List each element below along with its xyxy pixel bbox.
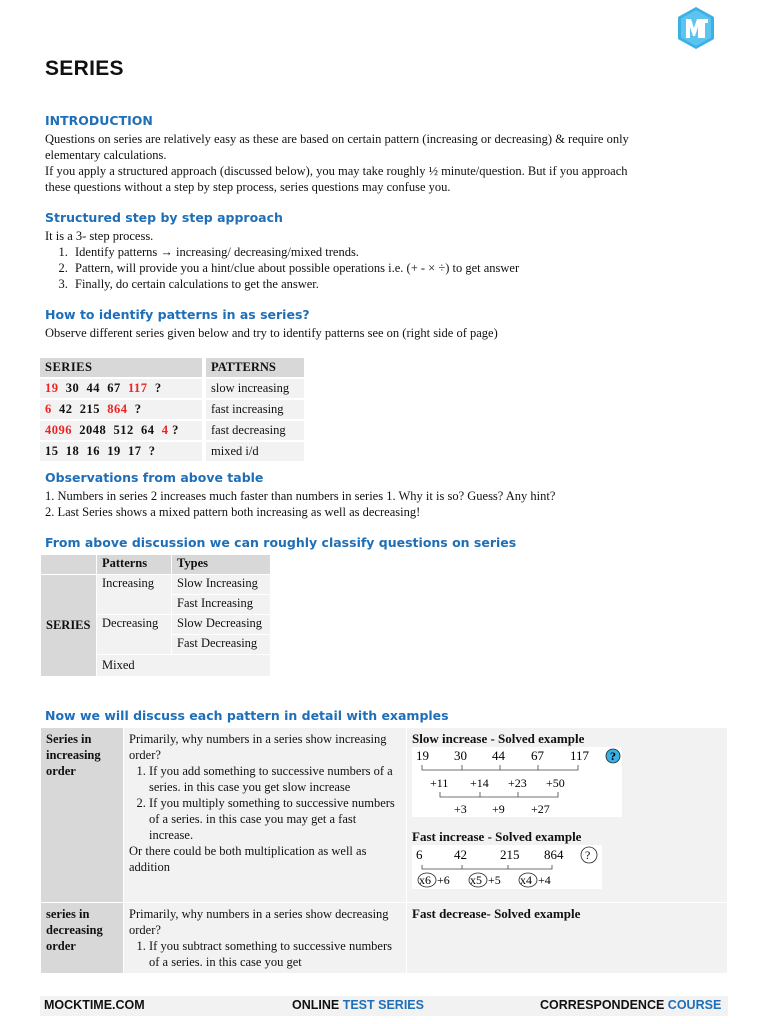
- col-patterns: PATTERNS: [204, 358, 304, 378]
- type-slow-decreasing: Slow Decreasing: [172, 615, 271, 635]
- detail-table: [40, 727, 728, 974]
- slow-num: 67: [531, 748, 544, 763]
- slow-diff2: +27: [531, 802, 550, 816]
- table-row: [40, 420, 304, 441]
- table-row: [40, 399, 304, 420]
- slow-num: 30: [454, 748, 467, 763]
- pattern-cell: slow increasing: [204, 378, 304, 399]
- fast-op: +4: [538, 873, 551, 887]
- fast-op: x4: [520, 873, 532, 887]
- series-table-header: [40, 358, 304, 378]
- series-number: ?: [172, 423, 179, 437]
- decreasing-examples: [407, 903, 728, 974]
- footer-right-b: COURSE: [667, 998, 722, 1012]
- fast-num: 42: [454, 847, 467, 862]
- fast-increase-title: Fast increase - Solved example: [412, 829, 582, 844]
- approach-text: [45, 228, 725, 292]
- table-row: [41, 903, 728, 974]
- intro-text: [45, 131, 725, 195]
- slow-num: 19: [416, 748, 429, 763]
- approach-step: 2. Pattern, will provide you a hint/clue about possible operations i.e. (+ - × ÷) to get answer: [71, 260, 725, 276]
- series-number: 6: [45, 402, 52, 416]
- series-number: ?: [154, 381, 162, 395]
- series-number: 64: [141, 423, 155, 437]
- slow-diff: +23: [508, 776, 527, 790]
- intro-line: If you apply a structured approach (discussed below), you may take roughly ½ minute/question. But if you approach: [45, 164, 628, 178]
- table-row: [41, 728, 728, 903]
- decreasing-point: 1. If you subtract something to successive numbers of a series. in this case you get: [149, 938, 401, 970]
- increasing-note: Or there could be both multiplication as well as addition: [129, 844, 367, 874]
- footer-online-test-series[interactable]: [292, 998, 424, 1012]
- series-number: 15: [45, 444, 59, 458]
- increasing-explanation: [124, 728, 407, 903]
- footer-site[interactable]: MOCKTIME.COM: [44, 998, 145, 1012]
- series-number: 117: [128, 381, 148, 395]
- series-number: 512: [113, 423, 134, 437]
- series-number: 67: [107, 381, 121, 395]
- series-number: 18: [65, 444, 80, 458]
- footer-right-a: CORRESPONDENCE: [540, 998, 668, 1012]
- identify-heading: How to identify patterns in as series?: [45, 307, 310, 322]
- identify-lead: Observe different series given below and try to identify patterns see on (right side of page): [45, 326, 498, 340]
- pattern-increasing: Increasing: [97, 575, 172, 615]
- col-types: Types: [172, 555, 271, 575]
- table-row: [40, 378, 304, 399]
- table-row: [41, 575, 271, 595]
- fast-decrease-title: Fast decrease- Solved example: [412, 906, 581, 921]
- bracket-line: [422, 765, 578, 770]
- observation-item: 1. Numbers in series 2 increases much faster than numbers in series 1. Why it is so? Guess? Any hint?: [45, 489, 556, 503]
- fast-num: ?: [585, 848, 591, 862]
- approach-step: 3. Finally, do certain calculations to get the answer.: [71, 276, 725, 292]
- table-row: [41, 555, 271, 575]
- fast-op: x5: [470, 873, 482, 887]
- mocktime-logo-icon: [676, 6, 716, 50]
- fast-num: 864: [544, 847, 564, 862]
- pattern-cell: fast increasing: [204, 399, 304, 420]
- series-cell: [40, 420, 204, 441]
- pattern-decreasing: Decreasing: [97, 615, 172, 655]
- classify-table: [40, 554, 271, 677]
- increasing-label: Series in increasing order: [41, 728, 124, 903]
- classify-heading: From above discussion we can roughly classify questions on series: [45, 535, 517, 550]
- series-number: 4096: [45, 423, 72, 437]
- intro-line: these questions without a step by step process, series questions may confuse you.: [45, 180, 451, 194]
- footer-mid-b: TEST SERIES: [342, 998, 424, 1012]
- pattern-mixed: Mixed: [97, 655, 271, 677]
- slow-increase-title: Slow increase - Solved example: [412, 731, 585, 746]
- fast-increase-diagram: [412, 845, 602, 889]
- decreasing-intro: Primarily, why numbers in a series show decreasing order?: [129, 907, 389, 937]
- series-number: 2048: [79, 423, 107, 437]
- series-number: 44: [86, 381, 100, 395]
- col-series: SERIES: [40, 358, 204, 378]
- increasing-examples: [407, 728, 728, 903]
- intro-heading: INTRODUCTION: [45, 113, 153, 128]
- fast-num: 6: [416, 847, 423, 862]
- type-fast-decreasing: Fast Decreasing: [172, 635, 271, 655]
- slow-diff2: +3: [454, 802, 467, 816]
- decreasing-label: series in decreasing order: [41, 903, 124, 974]
- slow-increase-diagram: [412, 747, 622, 817]
- series-number: 19: [45, 381, 59, 395]
- slow-diff2: +9: [492, 802, 505, 816]
- fast-op: +5: [488, 873, 501, 887]
- table-row: [40, 441, 304, 462]
- footer-correspondence-course[interactable]: [540, 998, 721, 1012]
- intro-line: Questions on series are relatively easy as these are based on certain pattern (increasing or decreasing) & require only: [45, 132, 629, 146]
- slow-diff: +14: [470, 776, 489, 790]
- footer-mid-a: ONLINE: [292, 998, 343, 1012]
- increasing-point: 2. If you multiply something to successive numbers of a series. in this case you may get a fast increase.: [149, 795, 401, 843]
- fast-op: +6: [437, 873, 450, 887]
- slow-num: ?: [610, 749, 616, 763]
- pattern-cell: mixed i/d: [204, 441, 304, 462]
- approach-lead: It is a 3- step process.: [45, 229, 154, 243]
- approach-heading: Structured step by step approach: [45, 210, 283, 225]
- approach-step: 1. Identify patterns → increasing/ decreasing/mixed trends.: [71, 244, 725, 260]
- series-number: 864: [107, 402, 128, 416]
- detail-heading: Now we will discuss each pattern in detail with examples: [45, 708, 449, 723]
- slow-num: 44: [492, 748, 505, 763]
- series-number: 16: [86, 444, 100, 458]
- observation-item: 2. Last Series shows a mixed pattern both increasing as well as decreasing!: [45, 505, 421, 519]
- slow-num: 117: [570, 748, 590, 763]
- increasing-intro: Primarily, why numbers in a series show increasing order?: [129, 732, 387, 762]
- increasing-point: 1. If you add something to successive numbers of a series. in this case you get slow increase: [149, 763, 401, 795]
- slow-diff: +50: [546, 776, 565, 790]
- blank-cell: [41, 555, 97, 575]
- intro-line: elementary calculations.: [45, 148, 167, 162]
- approach-steps: [45, 244, 725, 292]
- series-table: [40, 358, 304, 463]
- series-number: ?: [148, 444, 156, 458]
- type-fast-increasing: Fast Increasing: [172, 595, 271, 615]
- series-number: 4: [161, 423, 169, 437]
- footer-bar: [40, 996, 728, 1016]
- decreasing-points: [129, 938, 401, 970]
- series-cell: [40, 441, 204, 462]
- series-number: 215: [79, 402, 100, 416]
- decreasing-explanation: [124, 903, 407, 974]
- bracket-line: [422, 865, 552, 869]
- series-row-label: SERIES: [41, 575, 97, 677]
- fast-op: x6: [419, 873, 431, 887]
- series-number: 17: [128, 444, 142, 458]
- fast-num: 215: [500, 847, 520, 862]
- series-cell: [40, 399, 204, 420]
- bracket-line: [440, 792, 558, 797]
- observations-list: [45, 488, 725, 520]
- slow-diff: +11: [430, 776, 449, 790]
- col-patterns: Patterns: [97, 555, 172, 575]
- increasing-points: [129, 763, 401, 843]
- type-slow-increasing: Slow Increasing: [172, 575, 271, 595]
- series-number: ?: [134, 402, 142, 416]
- series-number: 30: [65, 381, 80, 395]
- series-number: 42: [59, 402, 73, 416]
- observations-heading: Observations from above table: [45, 470, 264, 485]
- series-cell: [40, 378, 204, 399]
- series-number: 19: [107, 444, 121, 458]
- pattern-cell: fast decreasing: [204, 420, 304, 441]
- page-title: SERIES: [45, 57, 124, 80]
